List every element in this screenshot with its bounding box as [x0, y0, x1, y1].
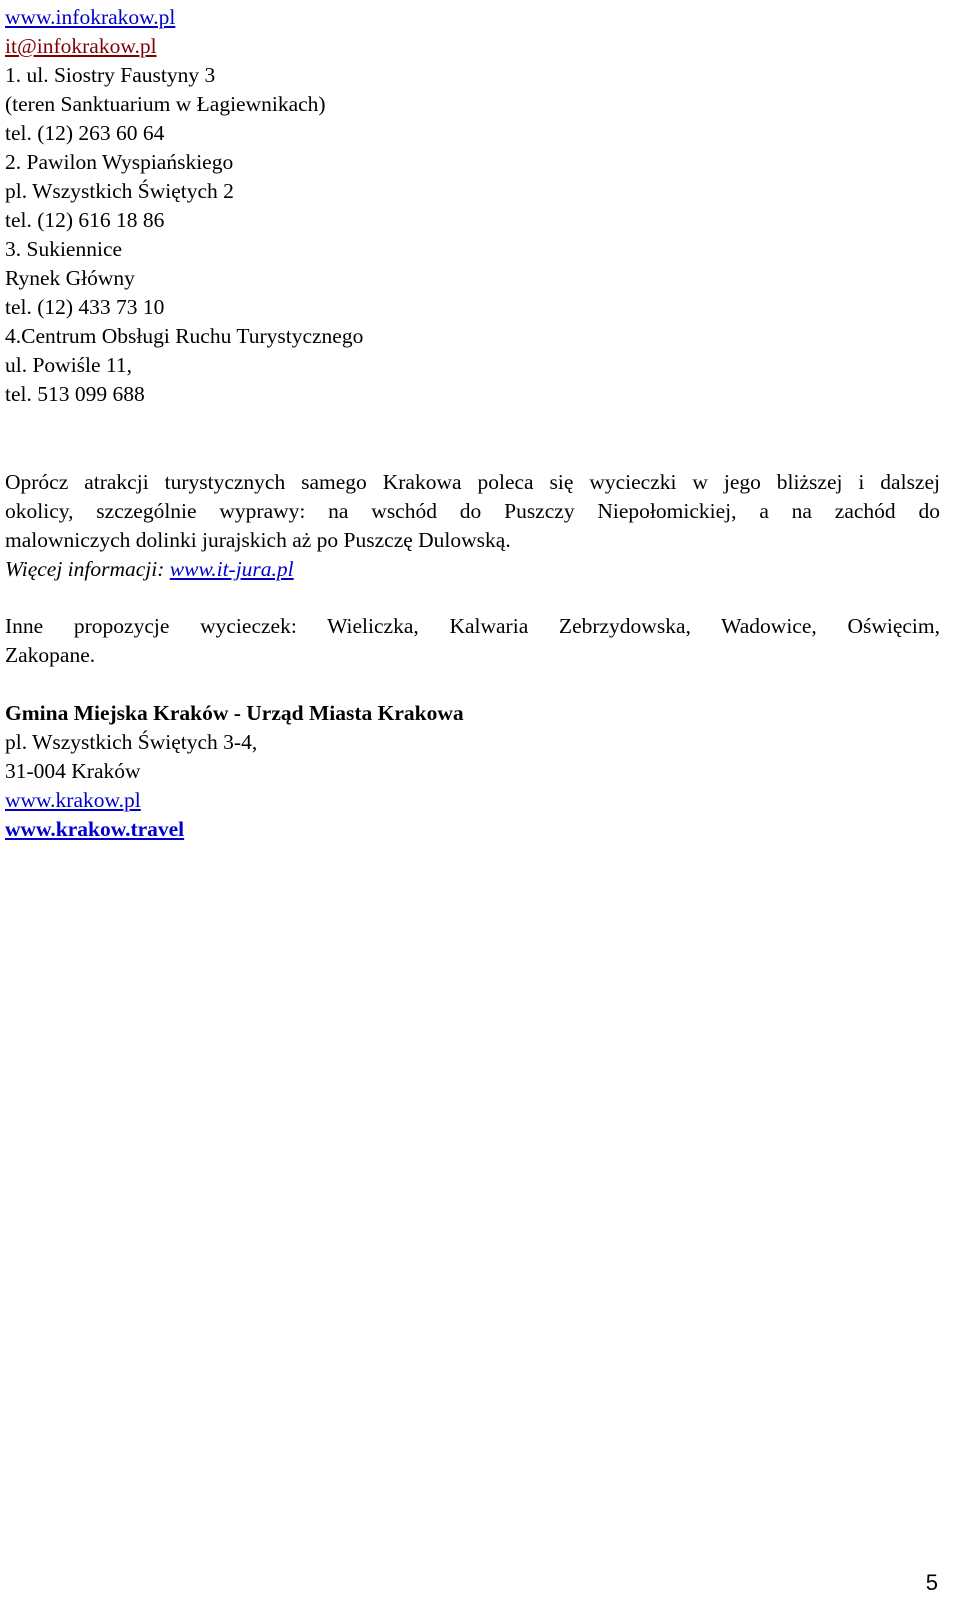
location-2-name: 2. Pawilon Wyspiańskiego — [5, 150, 234, 174]
location-1-name: 1. ul. Siostry Faustyny 3 — [5, 63, 216, 87]
contact-block — [5, 3, 363, 409]
location-3-phone: tel. (12) 433 73 10 — [5, 295, 165, 319]
other-line-2: Zakopane. — [5, 643, 96, 667]
website-link[interactable]: www.infokrakow.pl — [5, 5, 176, 29]
other-excursions-paragraph — [5, 612, 940, 670]
municipality-address: pl. Wszystkich Świętych 3-4, — [5, 730, 258, 754]
excursions-line-1: Oprócz atrakcji turystycznych samego Krakowa poleca się wycieczki w jego bliższej i dalszej — [5, 470, 940, 494]
location-1-phone: tel. (12) 263 60 64 — [5, 121, 165, 145]
location-3-name: 3. Sukiennice — [5, 237, 123, 261]
excursions-line-3: malowniczych dolinki jurajskich aż po Puszczę Dulowską. — [5, 528, 511, 552]
municipality-postal: 31-004 Kraków — [5, 759, 141, 783]
location-2-address: pl. Wszystkich Świętych 2 — [5, 179, 234, 203]
location-4-phone: tel. 513 099 688 — [5, 382, 145, 406]
location-2-phone: tel. (12) 616 18 86 — [5, 208, 165, 232]
location-3-address: Rynek Główny — [5, 266, 135, 290]
excursions-paragraph — [5, 468, 940, 584]
location-4-address: ul. Powiśle 11, — [5, 353, 133, 377]
municipality-block — [5, 699, 464, 844]
more-info-label: Więcej informacji: — [5, 557, 165, 581]
location-4-name: 4.Centrum Obsługi Ruchu Turystycznego — [5, 324, 364, 348]
krakow-pl-link[interactable]: www.krakow.pl — [5, 788, 141, 812]
municipality-title: Gmina Miejska Kraków - Urząd Miasta Krakowa — [5, 701, 464, 725]
excursions-line-2: okolicy, szczególnie wyprawy: na wschód do Puszczy Niepołomickiej, a na zachód do — [5, 499, 940, 523]
krakow-travel-link[interactable]: www.krakow.travel — [5, 817, 185, 841]
other-line-1: Inne propozycje wycieczek: Wieliczka, Kalwaria Zebrzydowska, Wadowice, Oświęcim, — [5, 614, 940, 638]
location-1-address: (teren Sanktuarium w Łagiewnikach) — [5, 92, 326, 116]
more-info-line — [5, 555, 940, 584]
page-number: 5 — [925, 1570, 938, 1595]
it-jura-link[interactable]: www.it-jura.pl — [169, 557, 294, 581]
email-link[interactable]: it@infokrakow.pl — [5, 34, 157, 58]
